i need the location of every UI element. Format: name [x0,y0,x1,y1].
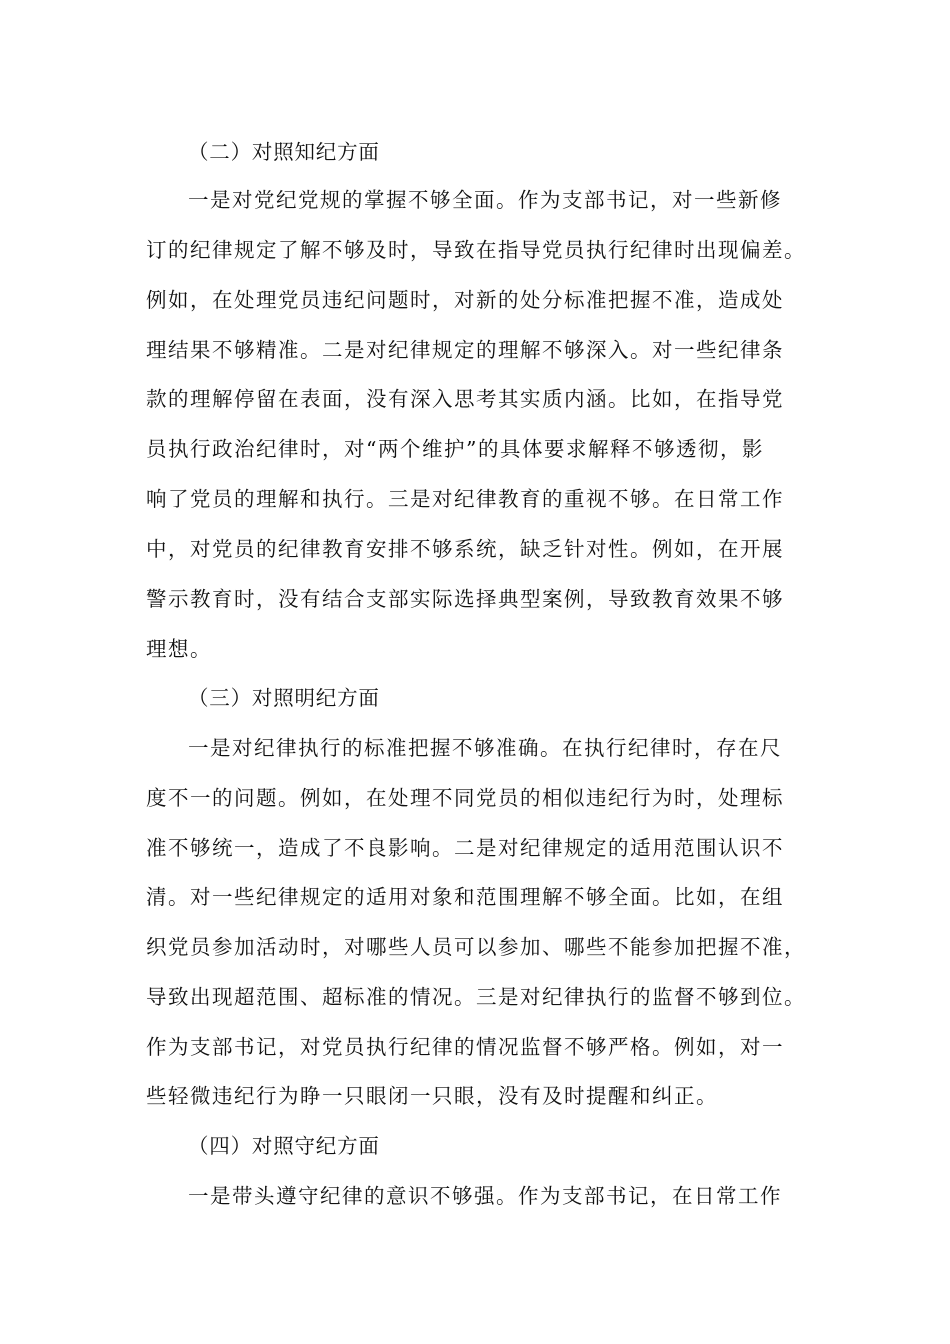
paragraph-line: 中，对党员的纪律教育安排不够系统，缺乏针对性。例如，在开展 [146,537,784,561]
paragraph-line: 理结果不够精准。二是对纪律规定的理解不够深入。对一些纪律条 [146,338,784,362]
paragraph-line: 订的纪律规定了解不够及时，导致在指导党员执行纪律时出现偏差。 [146,238,806,262]
section-heading-4: （四）对照守纪方面 [188,1134,380,1158]
paragraph-line: 员执行政治纪律时，对“两个维护”的具体要求解释不够透彻，影 [146,437,764,461]
paragraph-line: 理想。 [146,637,212,661]
paragraph-line: 准不够统一，造成了不良影响。二是对纪律规定的适用范围认识不 [146,836,784,860]
paragraph-line: 度不一的问题。例如，在处理不同党员的相似违纪行为时，处理标 [146,786,784,810]
paragraph-line: 一是对纪律执行的标准把握不够准确。在执行纪律时，存在尺 [188,736,782,760]
paragraph-line: 警示教育时，没有结合支部实际选择典型案例，导致教育效果不够 [146,587,784,611]
section-heading-2: （二）对照知纪方面 [188,140,380,164]
paragraph-line: 款的理解停留在表面，没有深入思考其实质内涵。比如，在指导党 [146,387,784,411]
paragraph-line: 例如，在处理党员违纪问题时，对新的处分标准把握不准，造成处 [146,288,784,312]
section-heading-3: （三）对照明纪方面 [188,686,380,710]
paragraph-line: 清。对一些纪律规定的适用对象和范围理解不够全面。比如，在组 [146,885,784,909]
paragraph-line: 织党员参加活动时，对哪些人员可以参加、哪些不能参加把握不准， [146,935,806,959]
paragraph-line: 些轻微违纪行为睁一只眼闭一只眼，没有及时提醒和纠正。 [146,1084,718,1108]
paragraph-line: 作为支部书记，对党员执行纪律的情况监督不够严格。例如，对一 [146,1035,784,1059]
paragraph-line: 一是对党纪党规的掌握不够全面。作为支部书记，对一些新修 [188,188,782,212]
paragraph-line: 一是带头遵守纪律的意识不够强。作为支部书记，在日常工作 [188,1184,782,1208]
paragraph-line: 导致出现超范围、超标准的情况。三是对纪律执行的监督不够到位。 [146,985,806,1009]
paragraph-line: 响了党员的理解和执行。三是对纪律教育的重视不够。在日常工作 [146,487,784,511]
